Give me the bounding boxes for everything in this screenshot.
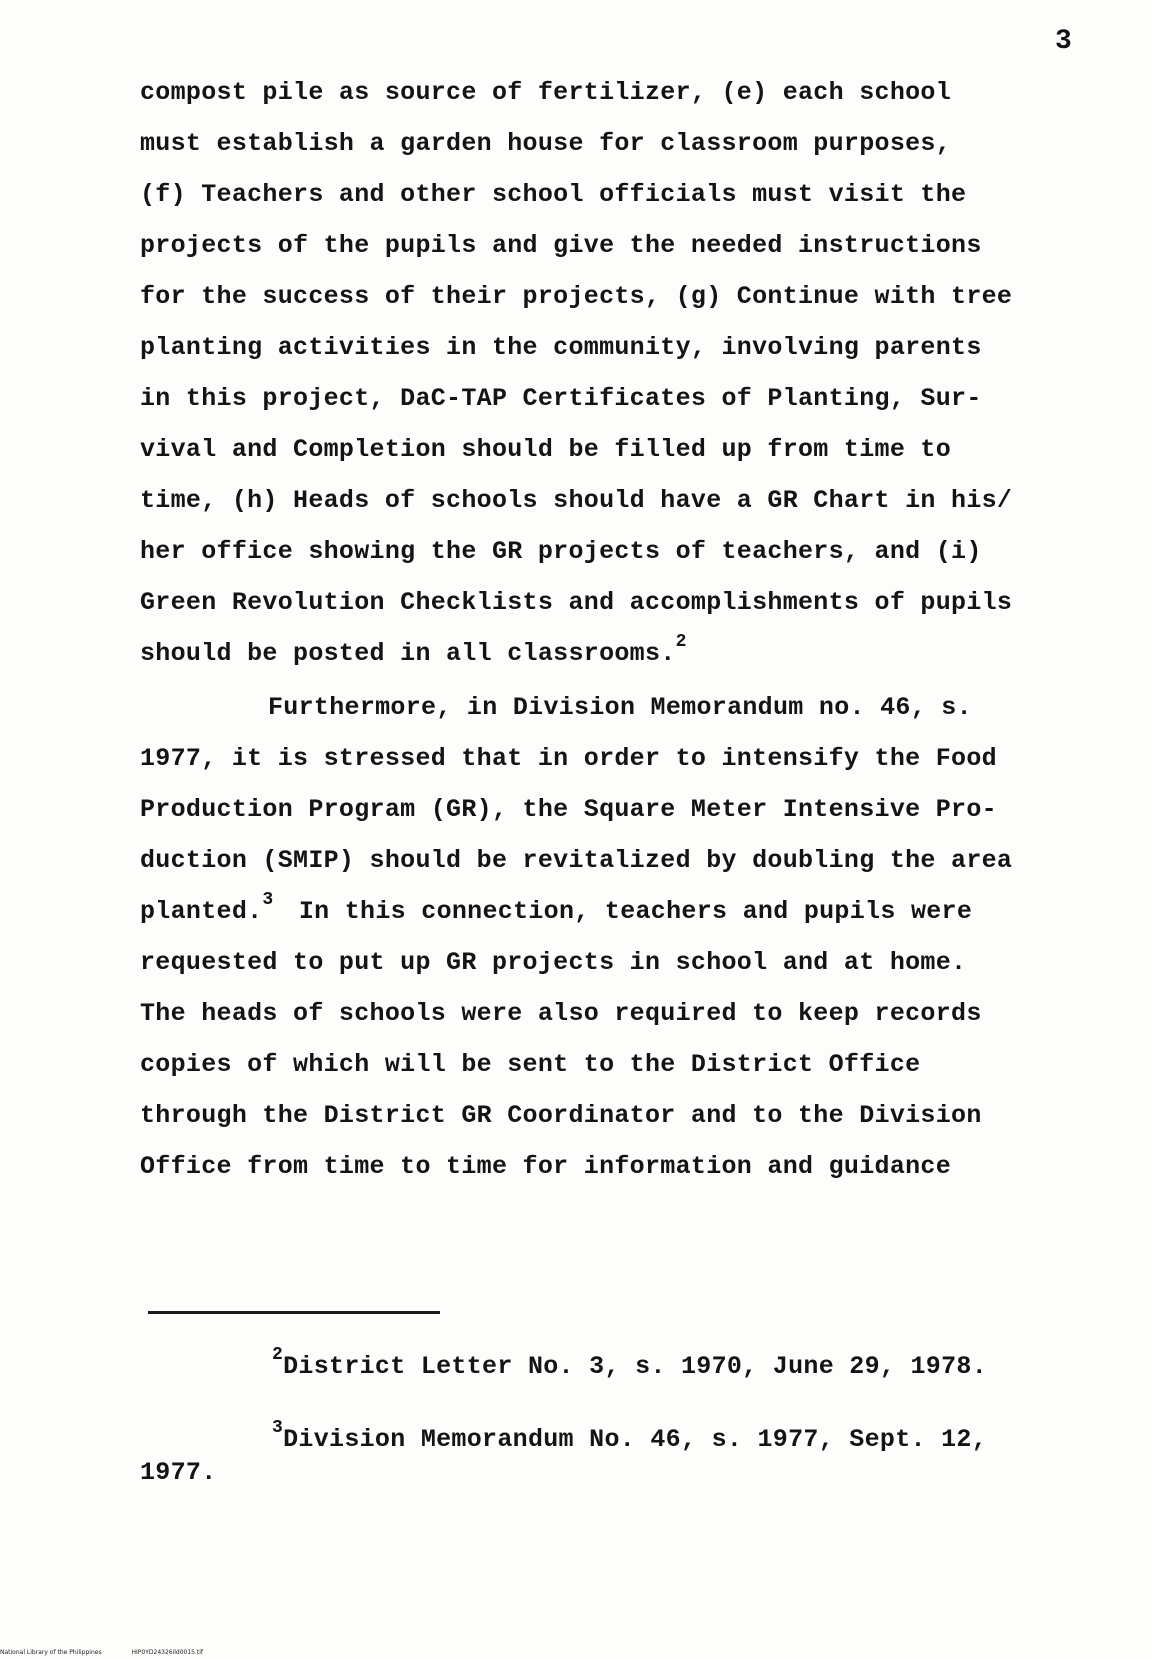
body-line: through the District GR Coordinator and to the Division [140,1101,982,1130]
body-line-indented: Furthermore, in Division Memorandum no. 46, s. [268,693,972,722]
footer-library: National Library of the Philippines [0,1649,102,1656]
footnote-3-continuation: 1977. [140,1458,217,1487]
footnote-text: Division Memorandum No. 46, s. 1977, Sept. 12, [283,1425,988,1454]
body-line: projects of the pupils and give the needed instructions [140,231,982,260]
body-line: 1977, it is stressed that in order to intensify the Food [140,744,997,773]
body-line-text: In this connection, teachers and pupils were [298,897,973,926]
body-line-text: planted. [140,897,263,926]
body-line: The heads of schools were also required to keep records [140,999,982,1028]
footnote-reference: 3 [262,890,274,910]
body-line: her office showing the GR projects of teachers, and (i) [140,537,982,566]
body-line: in this project, DaC-TAP Certificates of Planting, Sur- [140,384,982,413]
body-line: compost pile as source of fertilizer, (e) each school [140,78,952,107]
footnote-text: District Letter No. 3, s. 1970, June 29, 1978. [283,1352,988,1381]
body-line: for the success of their projects, (g) Continue with tree [140,282,1013,311]
body-line: time, (h) Heads of schools should have a GR Chart in his/ [140,486,1013,515]
footnote-2 [272,1345,988,1381]
body-line: Green Revolution Checklists and accomplishments of pupils [140,588,1013,617]
footnote-separator [148,1311,440,1314]
body-line: requested to put up GR projects in school and at home. [140,948,967,977]
body-line: Production Program (GR), the Square Meter Intensive Pro- [140,795,997,824]
footnote-mark: 3 [272,1418,284,1438]
body-line: copies of which will be sent to the District Office [140,1050,921,1079]
scan-footer [0,1649,231,1656]
page-number: 3 [1055,26,1072,57]
body-line: planting activities in the community, involving parents [140,333,982,362]
footnote-reference: 2 [675,632,687,652]
body-line: must establish a garden house for classroom purposes, [140,129,952,158]
footnote-3 [272,1418,988,1454]
body-line: (f) Teachers and other school officials must visit the [140,180,967,209]
body-line: Office from time to time for information and guidance [140,1152,952,1181]
footnote-mark: 2 [272,1345,284,1365]
body-line-with-footnote [140,632,687,668]
footer-file-id: HIP0YD24326ild0015.tif [131,1649,204,1656]
body-line-text: should be posted in all classrooms. [140,639,676,668]
body-line: vival and Completion should be filled up from time to [140,435,952,464]
body-line: duction (SMIP) should be revitalized by doubling the area [140,846,1013,875]
body-line-with-footnote [140,890,973,926]
